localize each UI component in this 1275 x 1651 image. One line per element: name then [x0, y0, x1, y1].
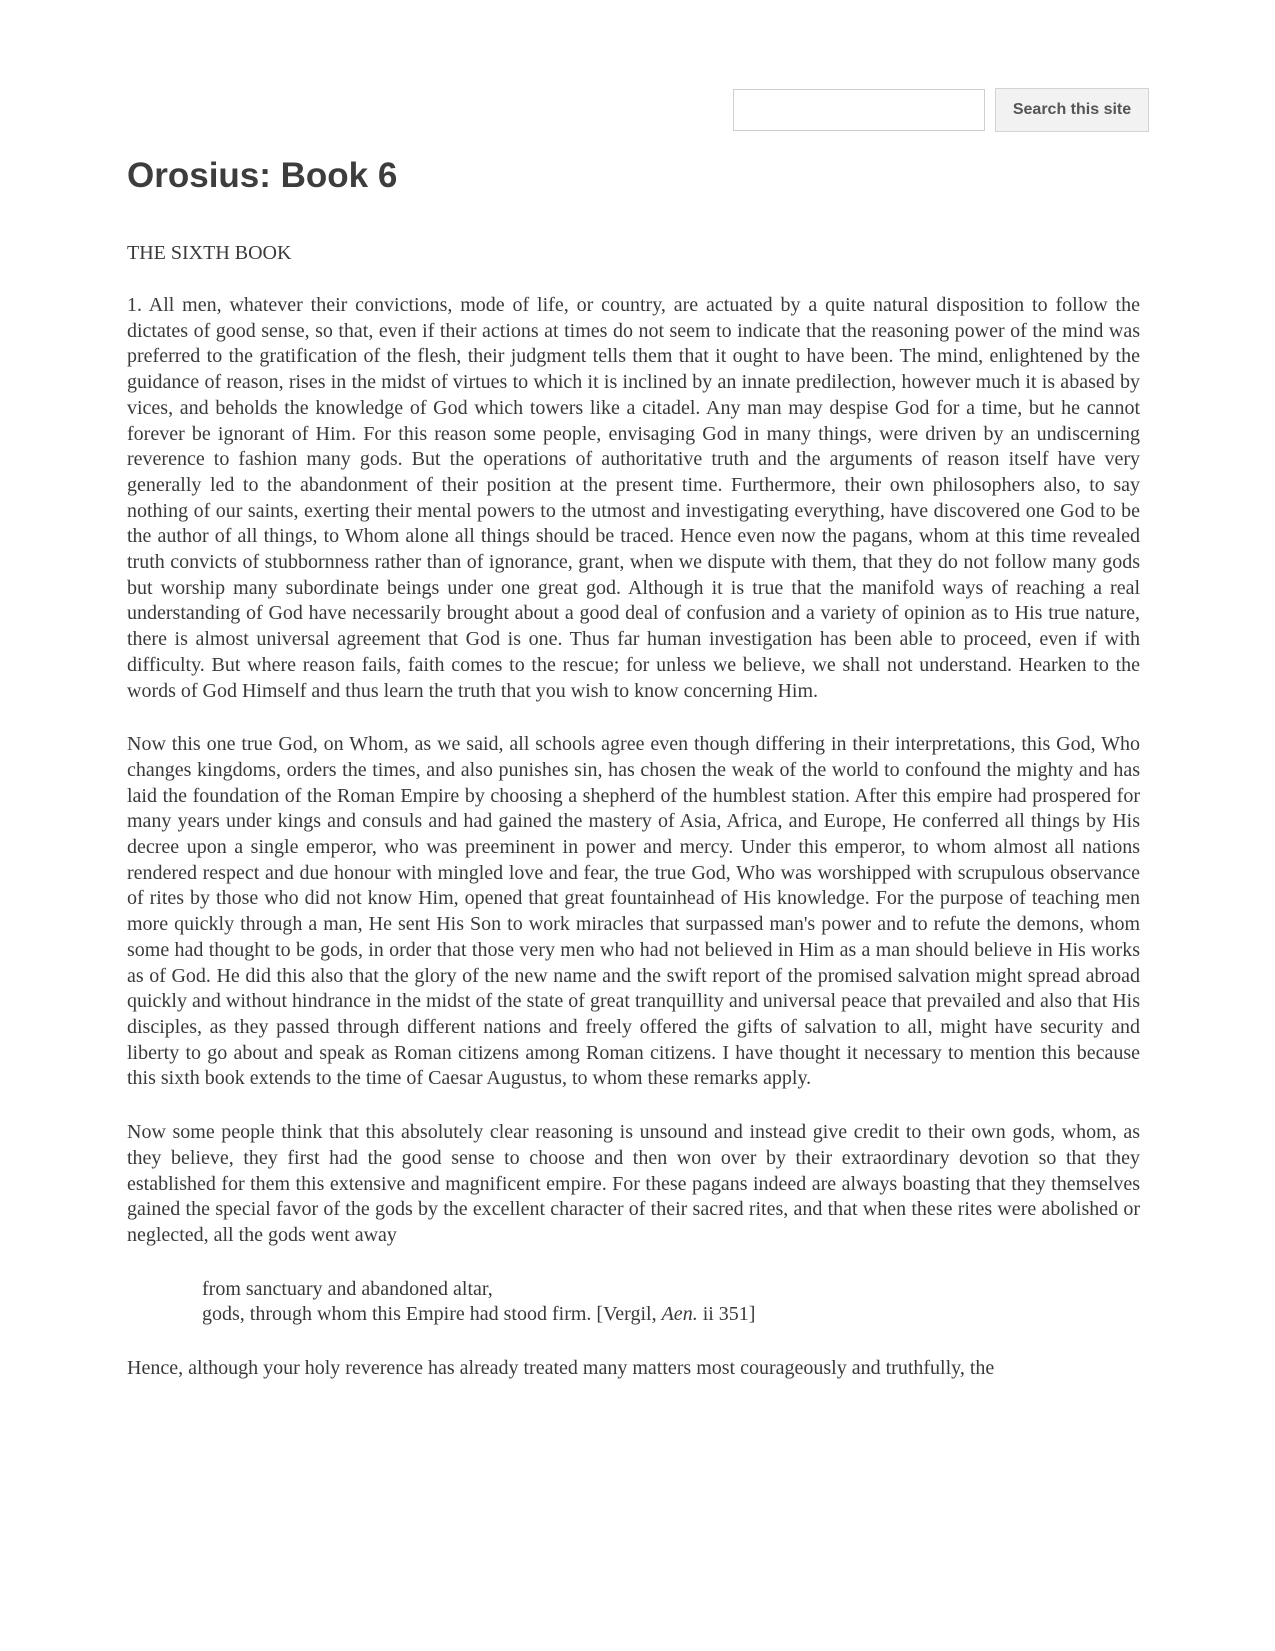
search-bar: [733, 88, 1149, 132]
verse-citation-title: Aen.: [661, 1303, 698, 1326]
book-heading: THE SIXTH BOOK: [127, 242, 292, 264]
body-text: [127, 293, 1140, 1249]
paragraph-3: Now some people think that this absolutely clear reasoning is unsound and instead give credit to their own gods, whom, as they believe, they first had the good sense to choose and then won over by their extraordinary devotion so that they established for them this extensive and magnificent empire. For these pagans indeed are always boasting that they themselves gained the special favor of the gods by the excellent character of their sacred rites, and that when these rites were abolished or neglected, all the gods went away: [127, 1121, 1140, 1246]
search-input[interactable]: [733, 89, 985, 131]
body-text-continued: [127, 1356, 1140, 1382]
verse-citation-ref: ii 351]: [697, 1303, 756, 1326]
verse-line-1: from sanctuary and abandoned altar,: [202, 1277, 493, 1300]
paragraph-2: Now this one true God, on Whom, as we said, all schools agree even though differing in their interpretations, this God, Who changes kingdoms, orders the times, and also punishes sin, has chosen the weak of the world to confound the mighty and has laid the foundation of the Roman Empire by choosing a shepherd of the humblest station. After this empire had prospered for many years under kings and consuls and had gained the mastery of Asia, Africa, and Europe, He conferred all things by His decree upon a single emperor, who was preeminent in power and mercy. Under this emperor, to whom almost all nations rendered respect and due honour with mingled love and fear, the true God, Who was worshipped with scrupulous observance of rites by those who did not know Him, opened that great fountainhead of His knowledge. For the purpose of teaching men more quickly through a man, He sent His Son to work miracles that surpassed man's power and to refute the demons, whom some had thought to be gods, in order that those very men who had not believed in Him as a man should believe in His works as of God. He did this also that the glory of the new name and the swift report of the promised salvation might spread abroad quickly and without hindrance in the midst of the state of great tranquillity and universal peace that prevailed and also that His disciples, as they passed through different nations and freely offered the gifts of salvation to all, might have security and liberty to go about and speak as Roman citizens among Roman citizens. I have thought it necessary to mention this because this sixth book extends to the time of Caesar Augustus, to whom these remarks apply.: [127, 733, 1140, 1090]
page-title: Orosius: Book 6: [127, 156, 398, 195]
search-button[interactable]: Search this site: [995, 88, 1149, 132]
verse-line-2: [202, 1302, 1140, 1328]
verse-quote: [202, 1277, 1140, 1328]
verse-line-2-text: gods, through whom this Empire had stood firm. [Vergil,: [202, 1303, 662, 1326]
paragraph-4: Hence, although your holy reverence has already treated many matters most courageously and truthfully, the: [127, 1357, 995, 1380]
paragraph-1: 1. All men, whatever their convictions, mode of life, or country, are actuated by a quite natural disposition to follow the dictates of good sense, so that, even if their actions at times do not seem to indicate that the reasoning power of the mind was preferred to the gratification of the flesh, their judgment tells them that it ought to have been. The mind, enlightened by the guidance of reason, rises in the midst of virtues to which it is inclined by an innate predilection, however much it is abased by vices, and beholds the knowledge of God which towers like a citadel. Any man may despise God for a time, but he cannot forever be ignorant of Him. For this reason some people, envisaging God in many things, were driven by an undiscerning reverence to fashion many gods. But the operations of authoritative truth and the arguments of reason itself have very generally led to the abandonment of their position at the present time. Furthermore, their own philosophers also, to say nothing of our saints, exerting their mental powers to the utmost and investigating everything, have discovered one God to be the author of all things, to Whom alone all things should be traced. Hence even now the pagans, whom at this time revealed truth convicts of stubbornness rather than of ignorance, grant, when we dispute with them, that they do not follow many gods but worship many subordinate beings under one great god. Although it is true that the manifold ways of reaching a real understanding of God have necessarily brought about a good deal of confusion and a variety of opinion as to His true nature, there is almost universal agreement that God is one. Thus far human investigation has been able to proceed, even if with difficulty. But where reason fails, faith comes to the rescue; for unless we believe, we shall not understand. Hearken to the words of God Himself and thus learn the truth that you wish to know concerning Him.: [127, 294, 1140, 702]
main-content: [127, 152, 1140, 1382]
